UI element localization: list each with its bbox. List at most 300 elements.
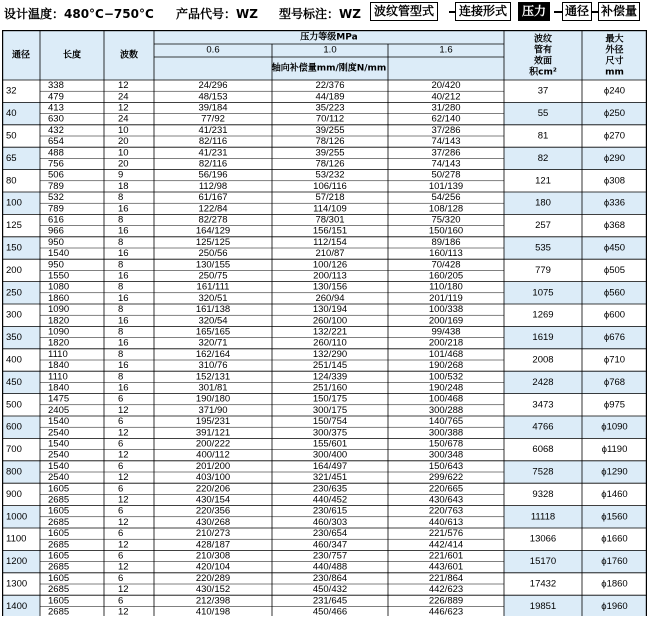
- compensation-p06-value: 24/296: [198, 80, 228, 92]
- area-od-cell-bg: [504, 237, 647, 259]
- max-od-value: ϕ1090: [601, 421, 628, 433]
- compensation-p16-value: 150/643: [428, 460, 464, 472]
- col-header-effective-area: 波纹: [533, 34, 553, 45]
- compensation-p10-value: 440/488: [312, 561, 348, 573]
- wave-count-value: 9: [118, 169, 124, 181]
- wave-count-value: 12: [118, 494, 129, 506]
- compensation-p16-value: 160/205: [428, 270, 464, 282]
- compensation-p06-value: 82/116: [198, 158, 228, 170]
- compensation-p10-value: 440/452: [312, 494, 348, 506]
- max-od-value: ϕ308: [603, 175, 626, 187]
- length-value: 1605: [48, 595, 70, 607]
- wave-count-value: 12: [118, 606, 129, 616]
- effective-area-value: 9328: [532, 488, 554, 500]
- max-od-value: ϕ240: [603, 85, 626, 97]
- col-header-axial-compensation: 轴向补偿量mm/刚度N/mm: [271, 63, 387, 74]
- dn-value: 450: [6, 376, 22, 388]
- effective-area-value: 257: [535, 220, 551, 232]
- max-od-value: ϕ1190: [601, 444, 628, 456]
- compensation-p10-value: 450/432: [312, 584, 348, 596]
- compensation-p16-value: 20/420: [431, 80, 461, 92]
- compensation-p10-value: 251/160: [312, 382, 348, 394]
- effective-area-value: 81: [537, 130, 549, 142]
- compensation-p10-value: 230/864: [312, 572, 348, 584]
- compensation-p10-value: 321/451: [312, 472, 348, 484]
- wave-count-value: 6: [118, 595, 124, 607]
- arrow-connector: [554, 11, 562, 13]
- compensation-p16-value: 70/428: [431, 259, 461, 271]
- wave-count-value: 16: [118, 248, 129, 260]
- compensation-p16-value: 100/532: [428, 371, 464, 383]
- effective-area-value: 7528: [532, 466, 554, 478]
- dn-value: 300: [6, 309, 22, 321]
- dn-value: 40: [6, 108, 17, 120]
- col-header-effective-area: 管有: [533, 45, 553, 56]
- compensation-p06-value: 61/167: [198, 192, 228, 204]
- length-value: 2540: [48, 427, 70, 439]
- compensation-p10-value: 300/375: [312, 427, 348, 439]
- compensation-p10-value: 106/116: [313, 180, 347, 192]
- length-value: 1820: [48, 337, 70, 349]
- wave-count-value: 8: [118, 214, 124, 226]
- compensation-p16-value: 110/180: [429, 281, 463, 293]
- length-value: 2540: [48, 472, 70, 484]
- compensation-p06-value: 310/76: [198, 360, 228, 372]
- length-value: 2685: [48, 584, 70, 596]
- length-value: 950: [48, 236, 64, 248]
- compensation-p06-value: 320/71: [198, 337, 228, 349]
- wave-count-value: 8: [118, 236, 124, 248]
- compensation-p10-value: 230/635: [312, 483, 348, 495]
- length-value: 432: [48, 124, 64, 136]
- col-header-pressure-10: 1.0: [323, 44, 337, 56]
- max-od-value: ϕ1960: [601, 600, 628, 612]
- compensation-p16-value: 442/623: [428, 584, 464, 596]
- compensation-p06-value: 210/308: [195, 550, 231, 562]
- compensation-p06-value: 112/98: [198, 180, 228, 192]
- compensation-p06-value: 320/54: [198, 315, 228, 327]
- compensation-p06-value: 39/184: [198, 102, 228, 114]
- compensation-p16-value: 221/601: [428, 550, 464, 562]
- compensation-p10-value: 450/466: [312, 606, 348, 616]
- wave-count-value: 12: [118, 516, 129, 528]
- compensation-p10-value: 100/126: [312, 259, 348, 271]
- compensation-p16-value: 440/613: [428, 516, 464, 528]
- compensation-p16-value: 99/438: [431, 326, 461, 338]
- wave-count-value: 10: [118, 124, 129, 136]
- wave-count-value: 12: [118, 449, 129, 461]
- specification-table: [2, 30, 647, 616]
- compensation-p06-value: 56/196: [198, 169, 228, 181]
- col-header-dn: 通径: [11, 50, 31, 61]
- effective-area-value: 3473: [532, 399, 554, 411]
- compensation-p10-value: 230/757: [312, 550, 348, 562]
- compensation-p10-value: 260/100: [312, 315, 348, 327]
- compensation-p06-value: 250/56: [198, 248, 228, 260]
- compensation-p06-value: 371/90: [198, 404, 228, 416]
- compensation-p06-value: 430/152: [195, 584, 231, 596]
- compensation-p10-value: 231/645: [312, 595, 348, 607]
- compensation-p16-value: 37/286: [431, 124, 461, 136]
- length-value: 1550: [48, 270, 70, 282]
- wave-count-value: 8: [118, 348, 124, 360]
- col-header-pressure-16: 1.6: [439, 44, 453, 56]
- length-value: 2540: [48, 449, 70, 461]
- max-od-value: ϕ600: [603, 309, 626, 321]
- dn-value: 1100: [6, 533, 27, 545]
- wave-count-value: 6: [118, 483, 124, 495]
- wave-count-value: 6: [118, 572, 124, 584]
- compensation-p16-value: 220/763: [428, 505, 464, 517]
- max-od-value: ϕ768: [603, 376, 626, 388]
- connection-type-box: 连接形式: [455, 2, 511, 21]
- compensation-p16-value: 200/218: [428, 337, 464, 349]
- compensation-p06-value: 164/129: [195, 225, 231, 237]
- length-value: 1605: [48, 572, 70, 584]
- wave-count-value: 12: [118, 539, 129, 551]
- max-od-value: ϕ710: [603, 354, 626, 366]
- compensation-p16-value: 221/864: [428, 572, 464, 584]
- compensation-p16-value: 150/678: [428, 438, 464, 450]
- length-value: 1820: [48, 315, 70, 327]
- compensation-p06-value: 400/112: [196, 449, 230, 461]
- compensation-p10-value: 39/255: [315, 124, 345, 136]
- wave-count-value: 16: [118, 360, 129, 372]
- compensation-p16-value: 101/468: [428, 348, 464, 360]
- compensation-p10-value: 150/175: [312, 393, 348, 405]
- compensation-p10-value: 78/126: [315, 158, 345, 170]
- length-value: 616: [48, 214, 64, 226]
- compensation-p10-value: 44/189: [315, 91, 345, 103]
- length-value: 2685: [48, 539, 70, 551]
- length-value: 1475: [48, 393, 70, 405]
- compensation-p16-value: 74/143: [431, 158, 461, 170]
- model-label: 型号标注：WZ: [279, 7, 361, 21]
- max-od-value: ϕ368: [603, 220, 626, 232]
- pressure-box: 压力: [518, 2, 550, 21]
- compensation-p10-value: 251/145: [312, 360, 348, 372]
- compensation-p06-value: 201/200: [195, 460, 231, 472]
- compensation-p16-value: 443/601: [428, 561, 464, 573]
- wave-count-value: 8: [118, 259, 124, 271]
- wave-count-value: 20: [118, 158, 129, 170]
- length-value: 1090: [48, 304, 70, 316]
- compensation-p16-value: 89/186: [431, 236, 461, 248]
- col-header-max-od: mm: [605, 67, 624, 78]
- compensation-p06-value: 77/92: [201, 113, 225, 125]
- compensation-p06-value: 165/165: [195, 326, 231, 338]
- wave-count-value: 6: [118, 505, 124, 517]
- effective-area-value: 1075: [532, 287, 554, 299]
- compensation-p06-value: 220/206: [195, 483, 231, 495]
- wave-count-value: 24: [118, 113, 129, 125]
- length-value: 1540: [48, 416, 70, 428]
- compensation-p16-value: 100/338: [428, 304, 464, 316]
- design-temperature-label: 设计温度：480°C−750°C: [4, 7, 154, 21]
- length-value: 506: [48, 169, 64, 181]
- compensation-p16-value: 75/320: [431, 214, 461, 226]
- compensation-p16-value: 37/286: [431, 147, 461, 159]
- compensation-p16-value: 108/128: [428, 203, 464, 215]
- wave-count-value: 12: [118, 102, 129, 114]
- compensation-p06-value: 48/153: [198, 91, 228, 103]
- length-value: 950: [48, 259, 64, 271]
- compensation-box: 补偿量: [598, 2, 640, 21]
- max-od-value: ϕ250: [603, 108, 626, 120]
- dn-value: 800: [6, 466, 22, 478]
- compensation-p06-value: 122/84: [198, 203, 228, 215]
- compensation-p06-value: 430/154: [195, 494, 231, 506]
- compensation-p16-value: 300/388: [428, 427, 464, 439]
- max-od-value: ϕ676: [603, 332, 626, 344]
- max-od-value: ϕ1560: [601, 511, 628, 523]
- wave-count-value: 6: [118, 416, 124, 428]
- compensation-p06-value: 320/51: [198, 292, 228, 304]
- length-value: 488: [48, 147, 64, 159]
- length-value: 1540: [48, 438, 70, 450]
- compensation-p06-value: 82/278: [198, 214, 228, 226]
- area-od-cell-bg: [504, 102, 647, 124]
- compensation-p16-value: 74/143: [431, 136, 461, 148]
- effective-area-value: 11118: [530, 511, 556, 523]
- compensation-p16-value: 100/468: [428, 393, 464, 405]
- max-od-value: ϕ1760: [601, 556, 628, 568]
- dn-value: 32: [6, 85, 17, 97]
- compensation-p06-value: 410/198: [195, 606, 231, 616]
- compensation-p16-value: 101/139: [428, 180, 464, 192]
- compensation-p16-value: 54/256: [431, 192, 461, 204]
- dn-value: 250: [6, 287, 22, 299]
- area-od-cell-bg: [504, 80, 647, 102]
- wave-count-value: 20: [118, 136, 129, 148]
- compensation-p10-value: 35/223: [315, 102, 345, 114]
- length-value: 1840: [48, 360, 70, 372]
- length-value: 1840: [48, 382, 70, 394]
- length-value: 789: [48, 203, 64, 215]
- wave-count-value: 16: [118, 270, 129, 282]
- compensation-p10-value: 300/400: [312, 449, 348, 461]
- compensation-p16-value: 442/414: [428, 539, 464, 551]
- col-header-effective-area: 积cm²: [529, 67, 557, 78]
- compensation-p16-value: 226/889: [428, 595, 464, 607]
- wave-count-value: 6: [118, 550, 124, 562]
- compensation-p06-value: 161/111: [196, 281, 230, 293]
- effective-area-value: 13066: [529, 533, 557, 545]
- compensation-p10-value: 57/218: [315, 192, 345, 204]
- compensation-p16-value: 446/623: [428, 606, 464, 616]
- effective-area-value: 535: [535, 242, 551, 254]
- length-value: 1605: [48, 550, 70, 562]
- wave-count-value: 8: [118, 326, 124, 338]
- area-od-cell-bg: [504, 125, 647, 147]
- dn-value: 700: [6, 444, 22, 456]
- dn-value: 50: [6, 130, 17, 142]
- wave-count-value: 12: [118, 80, 129, 92]
- wave-count-value: 8: [118, 371, 124, 383]
- compensation-p16-value: 221/576: [428, 528, 464, 540]
- area-od-cell-bg: [504, 170, 647, 192]
- effective-area-value: 180: [535, 197, 551, 209]
- max-od-value: ϕ1290: [601, 466, 628, 478]
- length-value: 789: [48, 180, 64, 192]
- dn-value: 100: [6, 197, 22, 209]
- dn-value: 600: [6, 421, 22, 433]
- compensation-p16-value: 300/348: [428, 449, 464, 461]
- area-od-cell-bg: [504, 326, 647, 348]
- wave-count-value: 16: [118, 315, 129, 327]
- wave-count-value: 16: [118, 203, 129, 215]
- wave-count-value: 12: [118, 404, 129, 416]
- max-od-value: ϕ1860: [601, 578, 628, 590]
- compensation-p06-value: 190/180: [195, 393, 231, 405]
- length-value: 1540: [48, 460, 70, 472]
- wave-count-value: 6: [118, 438, 124, 450]
- effective-area-value: 1269: [532, 309, 554, 321]
- wave-count-value: 18: [118, 180, 129, 192]
- compensation-p06-value: 210/273: [195, 528, 231, 540]
- compensation-p16-value: 31/280: [431, 102, 461, 114]
- compensation-p06-value: 420/104: [195, 561, 231, 573]
- length-value: 2685: [48, 516, 70, 528]
- wave-count-value: 10: [118, 147, 129, 159]
- effective-area-value: 37: [537, 85, 549, 97]
- compensation-p10-value: 300/175: [312, 404, 348, 416]
- compensation-p10-value: 132/221: [312, 326, 348, 338]
- length-value: 2685: [48, 561, 70, 573]
- compensation-p10-value: 78/126: [315, 136, 345, 148]
- col-header-max-od: 尺寸: [605, 56, 624, 67]
- compensation-p10-value: 124/339: [312, 371, 348, 383]
- compensation-p10-value: 230/654: [312, 528, 348, 540]
- col-header-waves: 波数: [119, 50, 139, 61]
- compensation-p16-value: 140/765: [428, 416, 464, 428]
- max-od-value: ϕ1660: [601, 533, 628, 545]
- length-value: 1605: [48, 528, 70, 540]
- wave-count-value: 16: [118, 225, 129, 237]
- compensation-p06-value: 130/155: [195, 259, 231, 271]
- col-header-max-od: 外径: [605, 45, 624, 56]
- compensation-p16-value: 40/212: [431, 91, 461, 103]
- compensation-p16-value: 50/278: [431, 169, 461, 181]
- wave-count-value: 6: [118, 393, 124, 405]
- col-header-effective-area: 效面: [533, 56, 553, 67]
- length-value: 532: [48, 192, 64, 204]
- dn-value: 65: [6, 152, 17, 164]
- effective-area-value: 779: [535, 264, 551, 276]
- wave-count-value: 16: [118, 382, 129, 394]
- compensation-p10-value: 130/194: [312, 304, 348, 316]
- compensation-p10-value: 70/112: [315, 113, 345, 125]
- wave-count-value: 8: [118, 304, 124, 316]
- area-od-cell-bg: [504, 304, 647, 326]
- dn-value: 80: [6, 175, 17, 187]
- dn-value: 1400: [6, 600, 28, 612]
- compensation-p06-value: 82/116: [198, 136, 228, 148]
- compensation-p06-value: 301/81: [198, 382, 228, 394]
- dn-value: 500: [6, 399, 22, 411]
- compensation-p06-value: 250/75: [198, 270, 228, 282]
- area-od-cell-bg: [504, 214, 647, 236]
- max-od-value: ϕ975: [603, 399, 626, 411]
- max-od-value: ϕ450: [603, 242, 626, 254]
- length-value: 2685: [48, 606, 70, 616]
- compensation-p06-value: 212/398: [195, 595, 231, 607]
- compensation-p06-value: 125/125: [195, 236, 231, 248]
- wave-count-value: 12: [118, 427, 129, 439]
- compensation-p06-value: 41/231: [198, 147, 228, 159]
- compensation-p16-value: 62/140: [431, 113, 461, 125]
- wave-count-value: 12: [118, 584, 129, 596]
- wave-count-value: 16: [118, 337, 129, 349]
- compensation-p10-value: 150/754: [312, 416, 348, 428]
- dn-value: 150: [6, 242, 22, 254]
- compensation-p10-value: 260/110: [313, 337, 347, 349]
- compensation-p06-value: 41/231: [198, 124, 228, 136]
- compensation-p10-value: 460/347: [312, 539, 348, 551]
- effective-area-value: 4766: [532, 421, 554, 433]
- compensation-p10-value: 156/151: [312, 225, 348, 237]
- length-value: 966: [48, 225, 64, 237]
- dn-value: 1200: [6, 556, 28, 568]
- length-value: 2405: [48, 404, 70, 416]
- effective-area-value: 2428: [532, 376, 554, 388]
- wave-count-value: 16: [118, 292, 129, 304]
- max-od-value: ϕ505: [603, 264, 626, 276]
- area-od-cell-bg: [504, 192, 647, 214]
- wave-count-value: 12: [118, 472, 129, 484]
- area-od-cell-bg: [504, 349, 647, 371]
- area-od-cell-bg: [504, 371, 647, 393]
- length-value: 1860: [48, 292, 70, 304]
- area-od-cell-bg: [504, 259, 647, 281]
- dn-value: 125: [6, 220, 22, 232]
- dn-value: 200: [6, 264, 22, 276]
- length-value: 1110: [48, 348, 68, 360]
- compensation-p16-value: 150/160: [428, 225, 464, 237]
- effective-area-value: 1619: [532, 332, 554, 344]
- compensation-p10-value: 53/232: [315, 169, 345, 181]
- compensation-p10-value: 78/301: [315, 214, 345, 226]
- effective-area-value: 82: [537, 152, 549, 164]
- product-code-label: 产品代号：WZ: [176, 7, 258, 21]
- length-value: 1090: [48, 326, 70, 338]
- bellows-type-box: 波纹管型式: [370, 2, 438, 21]
- compensation-p16-value: 299/622: [428, 472, 464, 484]
- wave-count-value: 12: [118, 561, 129, 573]
- compensation-p06-value: 403/100: [195, 472, 231, 484]
- dn-value: 1300: [6, 578, 28, 590]
- compensation-p10-value: 164/497: [312, 460, 348, 472]
- length-value: 413: [48, 102, 64, 114]
- compensation-p10-value: 155/601: [312, 438, 348, 450]
- max-od-value: ϕ290: [603, 152, 626, 164]
- compensation-p10-value: 112/154: [313, 236, 347, 248]
- length-value: 1540: [48, 248, 70, 260]
- length-value: 1080: [48, 281, 70, 293]
- wave-count-value: 8: [118, 192, 124, 204]
- effective-area-value: 19851: [529, 600, 557, 612]
- compensation-p06-value: 200/222: [195, 438, 231, 450]
- wave-count-value: 24: [118, 91, 129, 103]
- compensation-p06-value: 162/164: [195, 348, 231, 360]
- effective-area-value: 121: [535, 175, 551, 187]
- compensation-p16-value: 190/248: [428, 382, 464, 394]
- compensation-p10-value: 114/109: [313, 203, 347, 215]
- effective-area-value: 17432: [529, 578, 557, 590]
- compensation-p06-value: 220/289: [195, 572, 231, 584]
- compensation-p10-value: 22/376: [315, 80, 345, 92]
- effective-area-value: 2008: [532, 354, 554, 366]
